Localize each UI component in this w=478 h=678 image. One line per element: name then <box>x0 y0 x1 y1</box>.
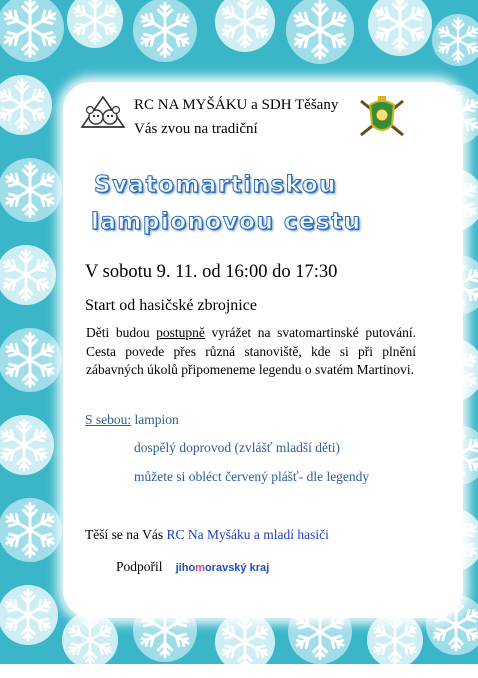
supported-line <box>116 556 269 575</box>
title-line-2: lampionovou cestu <box>91 209 362 235</box>
firefighter-emblem-icon <box>357 95 407 139</box>
supported-label: Podpořil <box>116 559 163 574</box>
description-paragraph <box>86 324 416 380</box>
header-line-2: Vás zvou na tradiční <box>134 121 258 137</box>
header-line-1: RC NA MYŠÁKU a SDH Těšany <box>134 97 339 113</box>
bring-item-2: dospělý doprovod (zvlášť mladší děti) <box>134 440 340 455</box>
title-line-1: Svatomartinskou <box>94 172 337 198</box>
closing-highlight: RC Na Myšáku a mladí hasiči <box>166 527 329 542</box>
bring-label: S sebou: <box>85 412 132 427</box>
start-line: Start od hasičské zbrojnice <box>85 297 257 314</box>
sponsor-part-m: m <box>195 562 205 574</box>
bring-line <box>85 412 179 428</box>
sponsor-part-a: jiho <box>175 562 196 574</box>
mice-logo-icon <box>78 93 128 133</box>
closing-line <box>85 527 329 543</box>
paragraph-part-2: vyrážet na svatomartinské putování. Cesta povede přes různá stanoviště, kde si při plnění zábavných úkolů připomeneme legendu o svatém Martinovi. <box>86 325 416 378</box>
closing-text: Těší se na Vás <box>85 527 167 542</box>
date-line: V sobotu 9. 11. od 16:00 do 17:30 <box>85 262 338 282</box>
sponsor-logo <box>176 562 270 574</box>
paragraph-part-1: Děti budou <box>86 325 157 340</box>
bring-item-3: můžete si obléct červený plášť- dle legendy <box>134 469 370 484</box>
bring-item-1: lampion <box>131 412 179 427</box>
sponsor-part-b: oravský kraj <box>204 562 270 574</box>
paragraph-underlined: postupně <box>156 325 205 340</box>
